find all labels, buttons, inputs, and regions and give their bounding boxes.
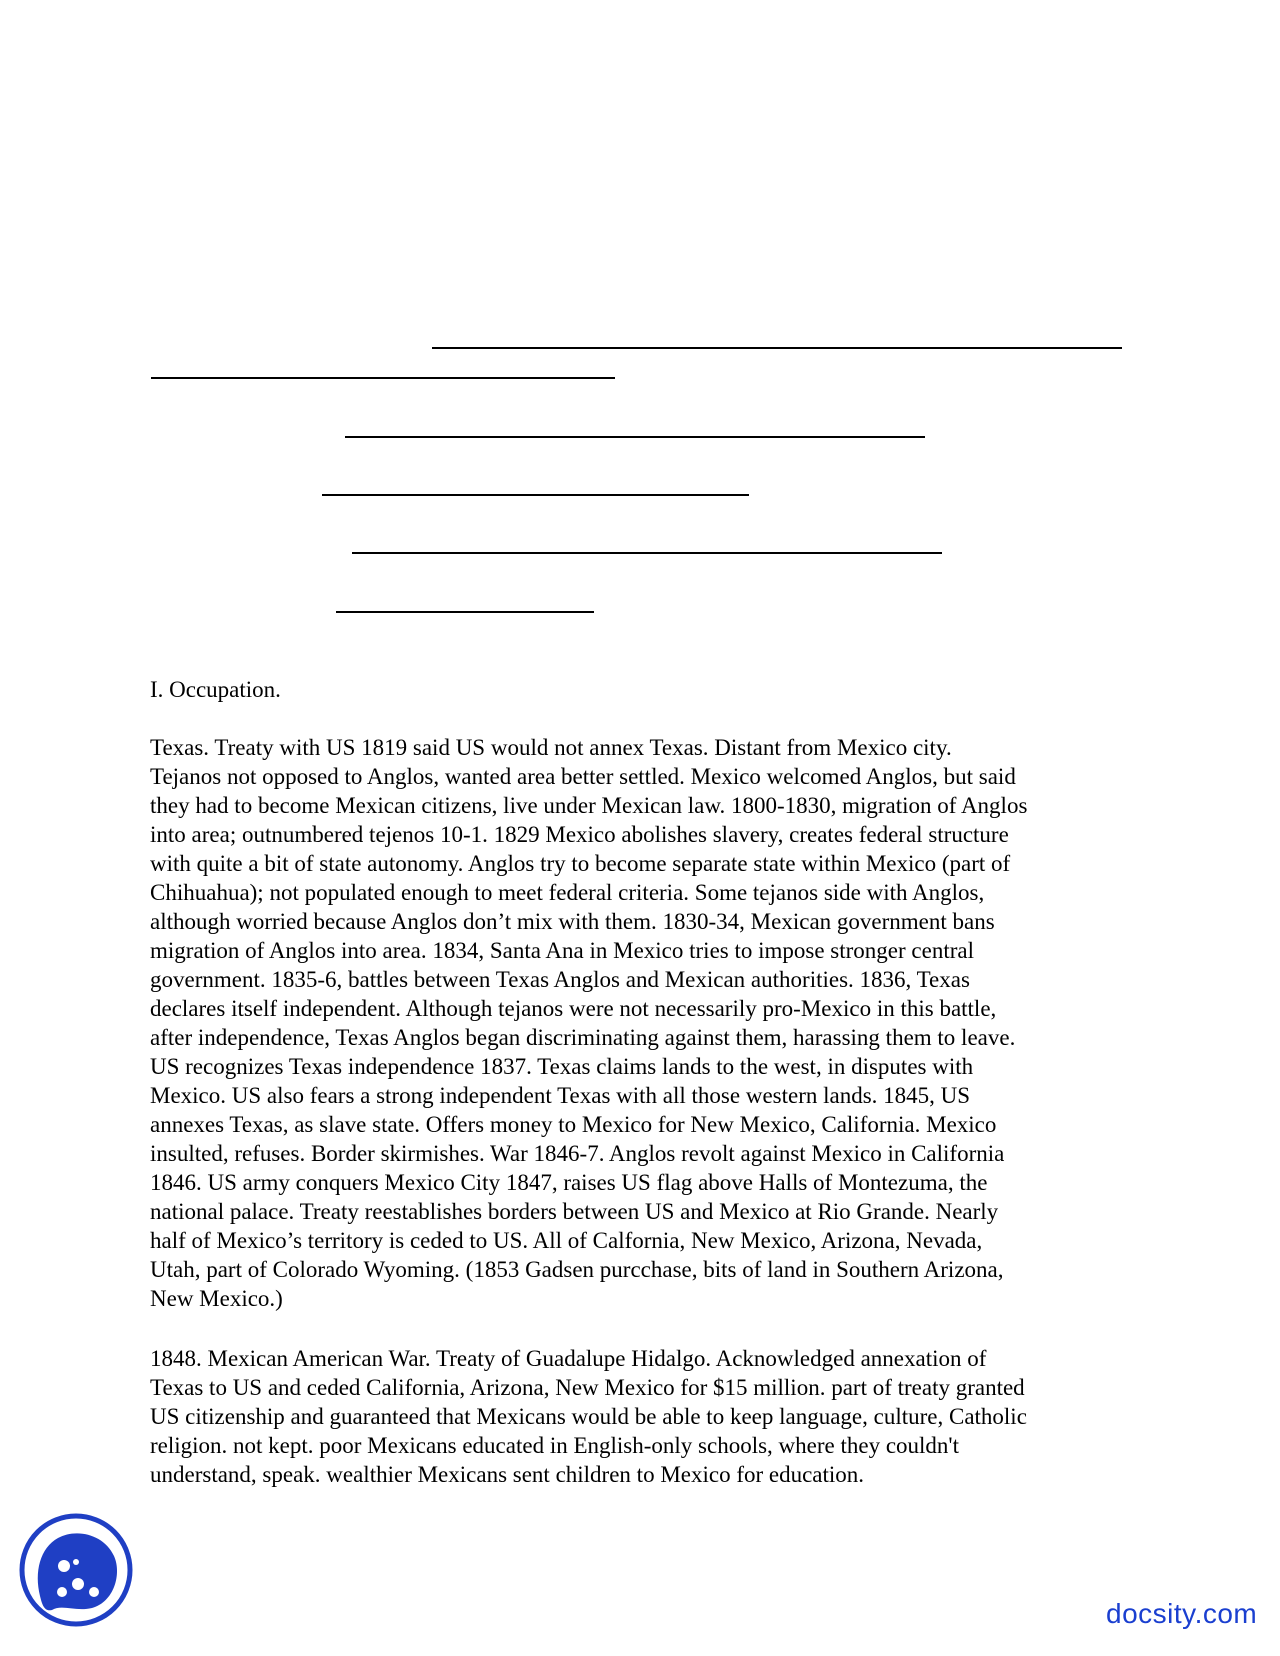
section-heading: I. Occupation.	[150, 677, 281, 702]
blank-line	[345, 436, 925, 438]
docsity-watermark-link[interactable]: docsity.com	[1106, 1598, 1258, 1629]
docsity-logo-icon[interactable]	[18, 1512, 134, 1628]
blank-line	[352, 552, 942, 554]
blank-line	[322, 494, 749, 496]
blank-line	[432, 347, 1122, 349]
blank-line	[336, 611, 594, 613]
blank-line	[151, 377, 615, 379]
body-paragraph: 1848. Mexican American War. Treaty of Guadalupe Hidalgo. Acknowledged annexation of Texas to US and ceded California, Arizona, New Mexico for $15 million. part of treaty granted US citizenship and guaranteed that Mexicans would be able to keep language, culture, Catholic religion. not kept. poor Mexicans educated in English-only schools, where they couldn't understand, speak. wealthier Mexicans sent children to Mexico for education.	[150, 1346, 1027, 1487]
body-paragraph: Texas. Treaty with US 1819 said US would not annex Texas. Distant from Mexico city. Tejanos not opposed to Anglos, wanted area better settled. Mexico welcomed Anglos, but said they had to become Mexican citizens, live under Mexican law. 1800-1830, migration of Anglos into area; outnumbered tejenos 10-1. 1829 Mexico abolishes slavery, creates federal structure with quite a bit of state autonomy. Anglos try to become separate state within Mexico (part of Chihuahua); not populated enough to meet federal criteria. Some tejanos side with Anglos, although worried because Anglos don’t mix with them. 1830-34, Mexican government bans migration of Anglos into area. 1834, Santa Ana in Mexico tries to impose stronger central government. 1835-6, battles between Texas Anglos and Mexican authorities. 1836, Texas declares itself independent. Although tejanos were not necessarily pro-Mexico in this battle, after independence, Texas Anglos began discriminating against them, harassing them to leave. US recognizes Texas independence 1837. Texas claims lands to the west, in disputes with Mexico. US also fears a strong independent Texas with all those western lands. 1845, US annexes Texas, as slave state. Offers money to Mexico for New Mexico, California. Mexico insulted, refuses. Border skirmishes. War 1846-7. Anglos revolt against Mexico in California 1846. US army conquers Mexico City 1847, raises US flag above Halls of Montezuma, the national palace. Treaty reestablishes borders between US and Mexico at Rio Grande. Nearly half of Mexico’s territory is ceded to US. All of Calfornia, New Mexico, Arizona, Nevada, Utah, part of Colorado Wyoming. (1853 Gadsen purcchase, bits of land in Southern Arizona, New Mexico.)	[150, 735, 1028, 1311]
